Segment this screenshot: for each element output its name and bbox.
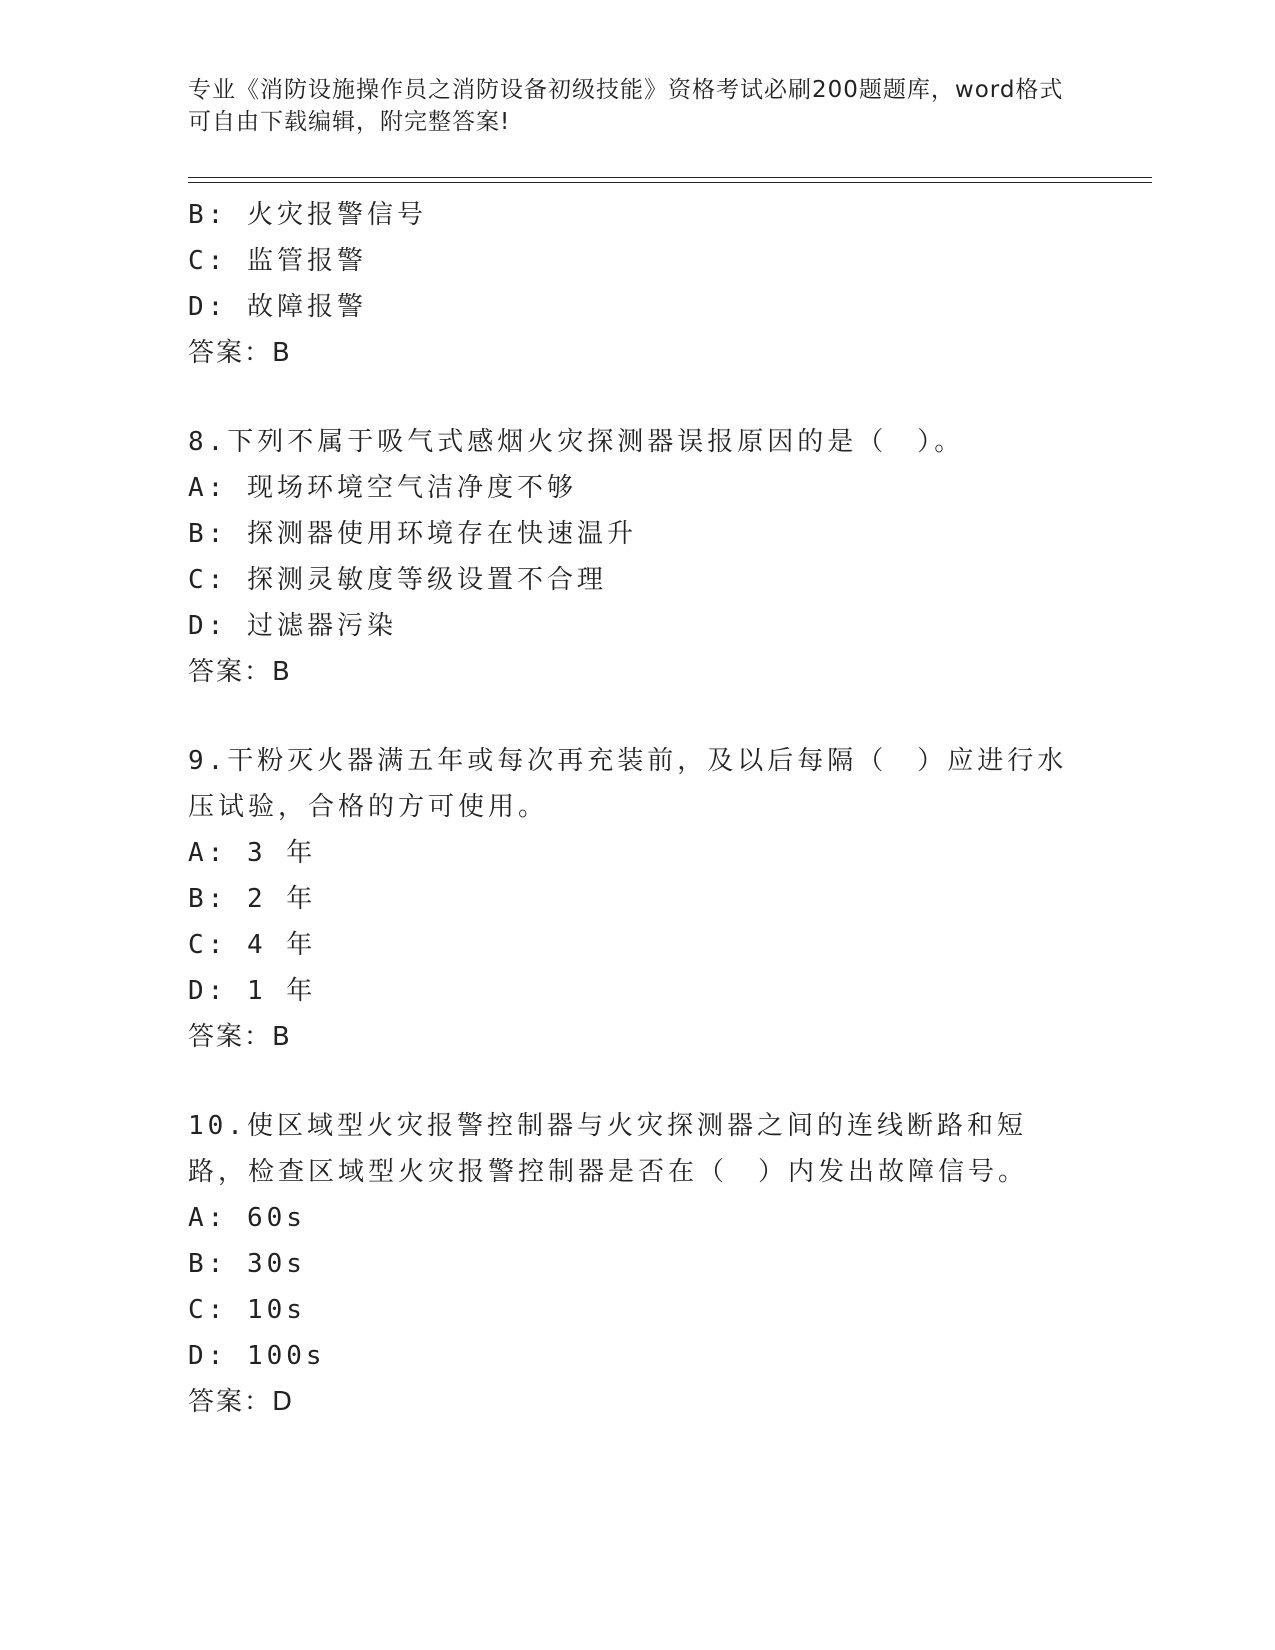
option-b: B: 2 年 <box>188 884 317 914</box>
option-c: C: 监管报警 <box>188 246 367 276</box>
option-b: B: 探测器使用环境存在快速温升 <box>188 519 637 549</box>
option-b: B: 火灾报警信号 <box>188 200 427 230</box>
question-9 <box>188 738 1088 1060</box>
header-divider-top <box>188 177 1152 178</box>
option-c: C: 4 年 <box>188 930 317 960</box>
option-d: D: 过滤器污染 <box>188 611 397 641</box>
question-text: 8.下列不属于吸气式感烟火灾探测器误报原因的是（ ）。 <box>188 427 965 457</box>
option-d: D: 故障报警 <box>188 292 367 322</box>
question-text: 9.干粉灭火器满五年或每次再充装前，及以后每隔（ ）应进行水压试验，合格的方可使用。 <box>188 746 1068 822</box>
question-10 <box>188 1103 1088 1425</box>
answer-line: 答案：B <box>188 338 292 368</box>
option-d: D: 100s <box>188 1341 326 1371</box>
option-a: A: 60s <box>188 1203 306 1233</box>
option-d: D: 1 年 <box>188 976 317 1006</box>
option-a: A: 现场环境空气洁净度不够 <box>188 473 577 503</box>
question-list <box>188 192 1088 1425</box>
option-c: C: 10s <box>188 1295 306 1325</box>
answer-line: 答案：D <box>188 1387 295 1417</box>
question-7-fragment <box>188 192 1088 376</box>
option-a: A: 3 年 <box>188 838 317 868</box>
answer-line: 答案：B <box>188 657 292 687</box>
question-text: 10.使区域型火灾报警控制器与火灾探测器之间的连线断路和短路，检查区域型火灾报警控制器是否在（ ）内发出故障信号。 <box>188 1111 1029 1187</box>
option-b: B: 30s <box>188 1249 306 1279</box>
header-divider-bottom <box>188 182 1152 183</box>
answer-line: 答案：B <box>188 1022 292 1052</box>
document-header: 专业《消防设施操作员之消防设备初级技能》资格考试必刷200题题库，word格式可自由下载编辑，附完整答案! <box>188 77 1064 135</box>
option-c: C: 探测灵敏度等级设置不合理 <box>188 565 607 595</box>
question-8 <box>188 419 1088 695</box>
